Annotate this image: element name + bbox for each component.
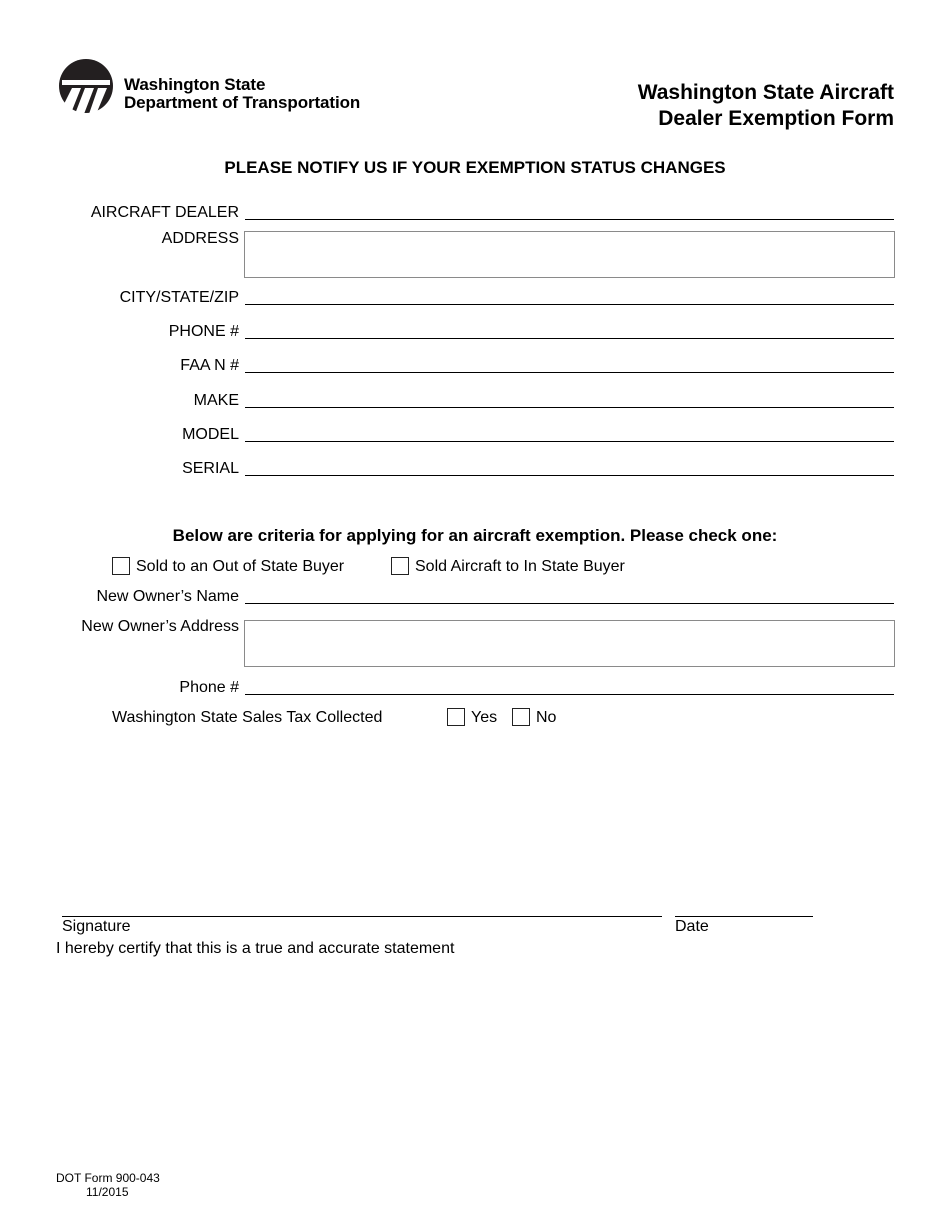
model-label: MODEL: [182, 426, 239, 443]
new-owner-name-field[interactable]: [245, 603, 894, 604]
form-revision: 11/2015: [86, 1185, 129, 1199]
make-label: MAKE: [193, 392, 239, 409]
date-line[interactable]: [675, 916, 813, 917]
form-number: DOT Form 900-043: [56, 1171, 160, 1185]
model-field[interactable]: [245, 441, 894, 442]
wsdot-logo-icon: [58, 58, 114, 114]
city-state-zip-field[interactable]: [245, 304, 894, 305]
agency-name-line2: Department of Transportation: [124, 93, 361, 112]
out-of-state-label: Sold to an Out of State Buyer: [136, 558, 345, 575]
certification-statement: I hereby certify that this is a true and accurate statement: [56, 940, 455, 957]
aircraft-dealer-field[interactable]: [245, 219, 894, 220]
form-title: [638, 80, 894, 132]
address-label: ADDRESS: [161, 230, 239, 247]
agency-name-line1: Washington State: [124, 75, 266, 94]
in-state-checkbox[interactable]: [391, 557, 409, 575]
sales-tax-yes-label: Yes: [471, 709, 498, 726]
serial-label: SERIAL: [182, 460, 239, 477]
status-change-notice: PLEASE NOTIFY US IF YOUR EXEMPTION STATUS CHANGES: [224, 158, 726, 177]
signature-line[interactable]: [62, 916, 662, 917]
criteria-heading: Below are criteria for applying for an aircraft exemption. Please check one:: [172, 526, 778, 545]
sales-tax-no-checkbox[interactable]: [512, 708, 530, 726]
faa-n-field[interactable]: [245, 372, 894, 373]
wsdot-logo: [58, 58, 388, 116]
city-state-zip-label: CITY/STATE/ZIP: [119, 289, 239, 306]
form-title-line2: Dealer Exemption Form: [658, 107, 894, 130]
signature-label: Signature: [62, 918, 131, 935]
new-owner-phone-field[interactable]: [245, 694, 894, 695]
aircraft-dealer-label: AIRCRAFT DEALER: [90, 204, 239, 221]
sales-tax-label: Washington State Sales Tax Collected: [112, 709, 383, 726]
phone-label: PHONE #: [168, 323, 239, 340]
address-field[interactable]: [244, 231, 895, 278]
form-title-line1: Washington State Aircraft: [637, 81, 894, 104]
new-owner-name-label: New Owner’s Name: [96, 588, 239, 605]
sales-tax-no-label: No: [536, 709, 557, 726]
sales-tax-yes-checkbox[interactable]: [447, 708, 465, 726]
new-owner-phone-label: Phone #: [179, 679, 239, 696]
serial-field[interactable]: [245, 475, 894, 476]
make-field[interactable]: [245, 407, 894, 408]
phone-field[interactable]: [245, 338, 894, 339]
faa-n-label: FAA N #: [180, 357, 239, 374]
out-of-state-checkbox[interactable]: [112, 557, 130, 575]
new-owner-address-field[interactable]: [244, 620, 895, 667]
in-state-label: Sold Aircraft to In State Buyer: [415, 558, 625, 575]
date-label: Date: [675, 918, 709, 935]
new-owner-address-label: New Owner’s Address: [81, 618, 239, 635]
